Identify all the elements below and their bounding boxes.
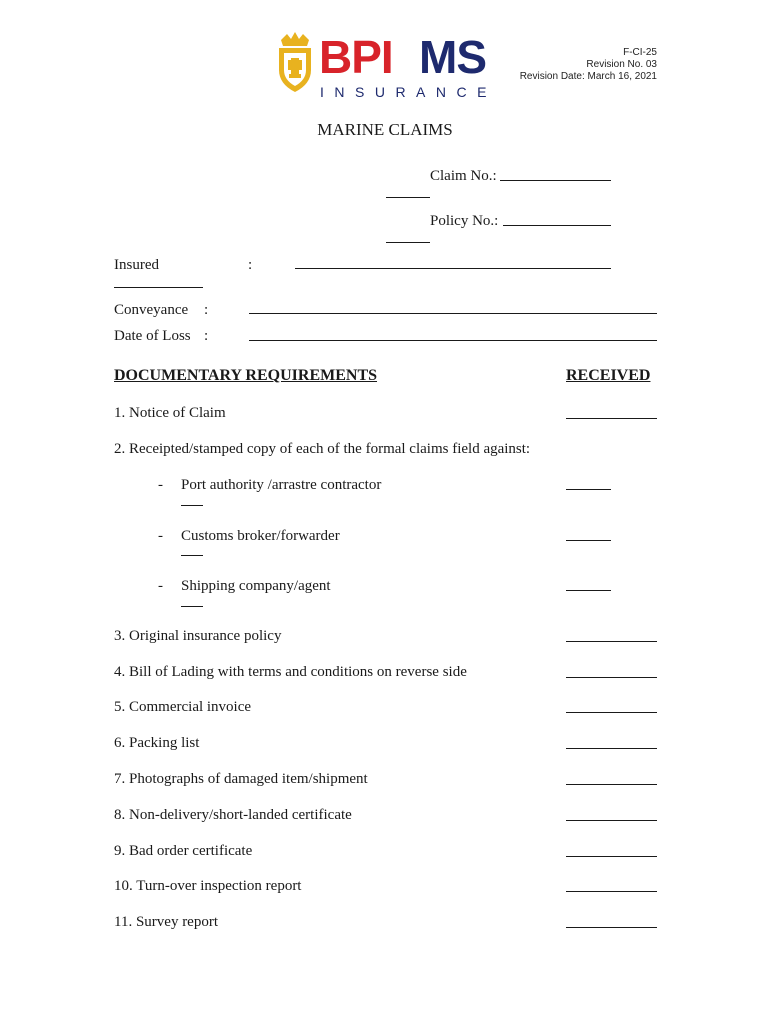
insured-field-continuation[interactable] bbox=[114, 287, 203, 288]
date-of-loss-colon: : bbox=[204, 328, 209, 344]
requirement-item: 3. Original insurance policy bbox=[114, 628, 282, 644]
requirement-item: 1. Notice of Claim bbox=[114, 405, 226, 421]
insured-colon: : bbox=[248, 257, 253, 273]
requirement-item: 7. Photographs of damaged item/shipment bbox=[114, 771, 368, 787]
requirement-item: 10. Turn-over inspection report bbox=[114, 878, 302, 894]
requirement-item: 11. Survey report bbox=[114, 914, 219, 930]
revision-number: Revision No. 03 bbox=[586, 59, 657, 70]
received-line[interactable] bbox=[566, 748, 657, 749]
logo-bpi: BPI bbox=[319, 31, 393, 83]
received-line[interactable] bbox=[566, 927, 657, 928]
received-line[interactable] bbox=[566, 891, 657, 892]
claim-no-label: Claim No.: bbox=[430, 168, 497, 184]
subitem-dash: - bbox=[158, 578, 163, 594]
date-of-loss-label: Date of Loss bbox=[114, 328, 191, 344]
policy-no-field-continuation[interactable] bbox=[386, 242, 430, 243]
subitem-line-continuation[interactable] bbox=[181, 555, 203, 556]
requirement-item: 9. Bad order certificate bbox=[114, 843, 253, 859]
received-line[interactable] bbox=[566, 784, 657, 785]
company-logo bbox=[273, 28, 497, 102]
requirement-item: 5. Commercial invoice bbox=[114, 699, 252, 715]
policy-no-label: Policy No.: bbox=[430, 213, 499, 229]
insured-label: Insured bbox=[114, 257, 159, 273]
requirement-item: 8. Non-delivery/short-landed certificate bbox=[114, 807, 352, 823]
subitem-label: Customs broker/forwarder bbox=[181, 528, 340, 544]
received-line[interactable] bbox=[566, 540, 611, 541]
subitem-dash: - bbox=[158, 477, 163, 493]
requirement-subitem bbox=[158, 527, 340, 545]
logo-insurance: INSURANCE bbox=[320, 84, 497, 100]
requirement-subitem bbox=[158, 577, 331, 595]
conveyance-label: Conveyance bbox=[114, 302, 189, 318]
revision-block bbox=[520, 47, 657, 83]
subitem-line-continuation[interactable] bbox=[181, 505, 203, 506]
received-line[interactable] bbox=[566, 677, 657, 678]
page-title: MARINE CLAIMS bbox=[317, 120, 453, 139]
insured-field[interactable] bbox=[295, 268, 611, 269]
revision-date: Revision Date: March 16, 2021 bbox=[519, 71, 657, 82]
form-code: F-CI-25 bbox=[623, 47, 657, 58]
claim-no-field[interactable] bbox=[500, 180, 611, 181]
claim-no-field-continuation[interactable] bbox=[386, 197, 430, 198]
received-line[interactable] bbox=[566, 418, 657, 419]
policy-no-field[interactable] bbox=[503, 225, 611, 226]
logo-ms: MS bbox=[419, 31, 486, 83]
requirements-heading: DOCUMENTARY REQUIREMENTS bbox=[114, 367, 378, 384]
received-line[interactable] bbox=[566, 641, 657, 642]
received-heading: RECEIVED bbox=[566, 367, 651, 384]
date-of-loss-field[interactable] bbox=[249, 340, 657, 341]
subitem-dash: - bbox=[158, 528, 163, 544]
requirement-item: 6. Packing list bbox=[114, 735, 200, 751]
requirement-item: 2. Receipted/stamped copy of each of the formal claims field against: bbox=[114, 441, 531, 457]
received-line[interactable] bbox=[566, 712, 657, 713]
requirement-item: 4. Bill of Lading with terms and conditions on reverse side bbox=[114, 664, 467, 680]
received-line[interactable] bbox=[566, 489, 611, 490]
received-line[interactable] bbox=[566, 590, 611, 591]
subitem-label: Port authority /arrastre contractor bbox=[181, 477, 382, 493]
crest-icon bbox=[273, 30, 317, 94]
conveyance-colon: : bbox=[204, 302, 209, 318]
received-line[interactable] bbox=[566, 856, 657, 857]
requirement-subitem bbox=[158, 476, 381, 494]
subitem-line-continuation[interactable] bbox=[181, 606, 203, 607]
conveyance-field[interactable] bbox=[249, 313, 657, 314]
subitem-label: Shipping company/agent bbox=[181, 578, 331, 594]
received-line[interactable] bbox=[566, 820, 657, 821]
